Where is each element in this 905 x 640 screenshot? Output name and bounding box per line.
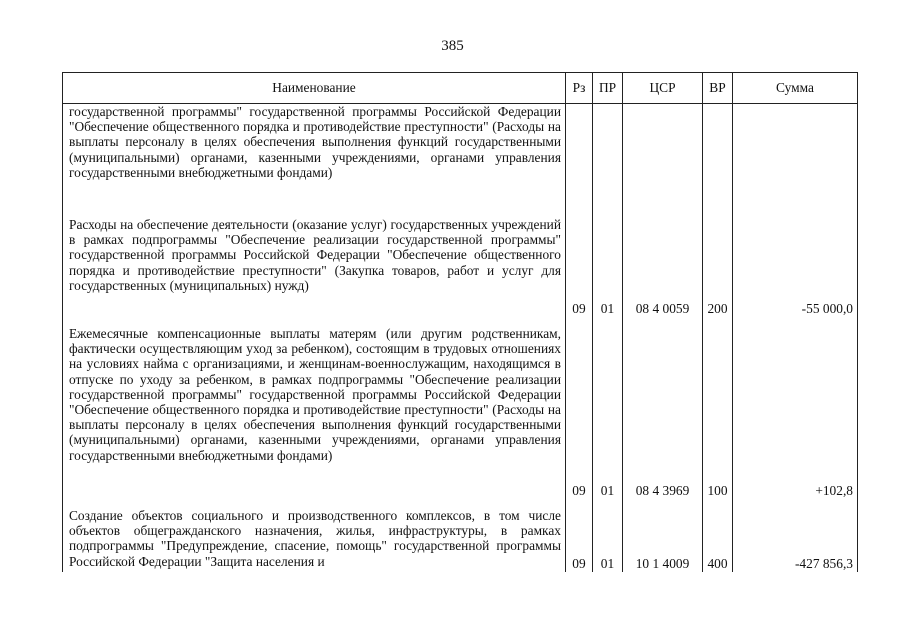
row-sum xyxy=(733,104,858,209)
row-name: Ежемесячные компенсационные выплаты матерям (или другим родственникам, фактически осуществляющим уход за ребенком), состоящим в трудовых отношениях на условиях найма с организациями, и женщинам-военнослужащим, находящимся в отпуске по уходу за ребенком, в рамках подпрограммы "Обеспечение реализации государственной программы" государственной программы Российской Федерации "Обеспечение общественного порядка и противодействие преступности" (Расходы на выплаты персоналу в целях обеспечения выполнения функций государственными (муниципальными) органами, казенными учреждениями, органами управления государственными внебюджетными фондами) xyxy=(63,317,566,499)
row-name: Создание объектов социального и производственного комплексов, в том числе объектов общегражданского назначения, жилья, инфраструктуры, в рамках подпрограммы "Предупреждение, спасение, помощь" государственной программы Российской Федерации "Защита населения и xyxy=(63,499,566,572)
row-rz: 09 xyxy=(566,208,593,317)
row-csr: 08 4 3969 xyxy=(623,317,703,499)
row-pr xyxy=(593,104,623,209)
row-name: Расходы на обеспечение деятельности (оказание услуг) государственных учреждений в рамках подпрограммы "Обеспечение реализации государственной программы" государственной программы Российской Федерации "Обеспечение общественного порядка и противодействие преступности" (Закупка товаров, работ и услуг для государственных (муниципальных) нужд) xyxy=(63,208,566,317)
row-vr xyxy=(703,104,733,209)
row-csr: 08 4 0059 xyxy=(623,208,703,317)
page-number: 385 xyxy=(441,38,464,54)
budget-table xyxy=(62,72,858,572)
row-name: государственной программы" государственной программы Российской Федерации "Обеспечение общественного порядка и противодействие преступности" (Расходы на выплаты персоналу в целях обеспечения выполнения функций государственными (муниципальными) органами, казенными учреждениями, органами управления государственными внебюджетными фондами) xyxy=(63,104,566,209)
header-pr: ПР xyxy=(593,73,623,104)
header-name: Наименование xyxy=(63,73,566,104)
row-vr: 200 xyxy=(703,208,733,317)
row-vr: 400 xyxy=(703,499,733,572)
row-sum: +102,8 xyxy=(733,317,858,499)
row-pr: 01 xyxy=(593,317,623,499)
row-sum: -427 856,3 xyxy=(733,499,858,572)
table-row xyxy=(63,208,858,317)
row-vr: 100 xyxy=(703,317,733,499)
row-pr: 01 xyxy=(593,499,623,572)
table-row xyxy=(63,499,858,572)
header-sum: Сумма xyxy=(733,73,858,104)
row-rz: 09 xyxy=(566,499,593,572)
row-sum: -55 000,0 xyxy=(733,208,858,317)
row-csr: 10 1 4009 xyxy=(623,499,703,572)
table-header-row xyxy=(63,73,858,104)
header-vr: ВР xyxy=(703,73,733,104)
row-rz xyxy=(566,104,593,209)
table-row xyxy=(63,104,858,209)
row-rz: 09 xyxy=(566,317,593,499)
header-csr: ЦСР xyxy=(623,73,703,104)
row-pr: 01 xyxy=(593,208,623,317)
table-row xyxy=(63,317,858,499)
header-rz: Рз xyxy=(566,73,593,104)
row-csr xyxy=(623,104,703,209)
